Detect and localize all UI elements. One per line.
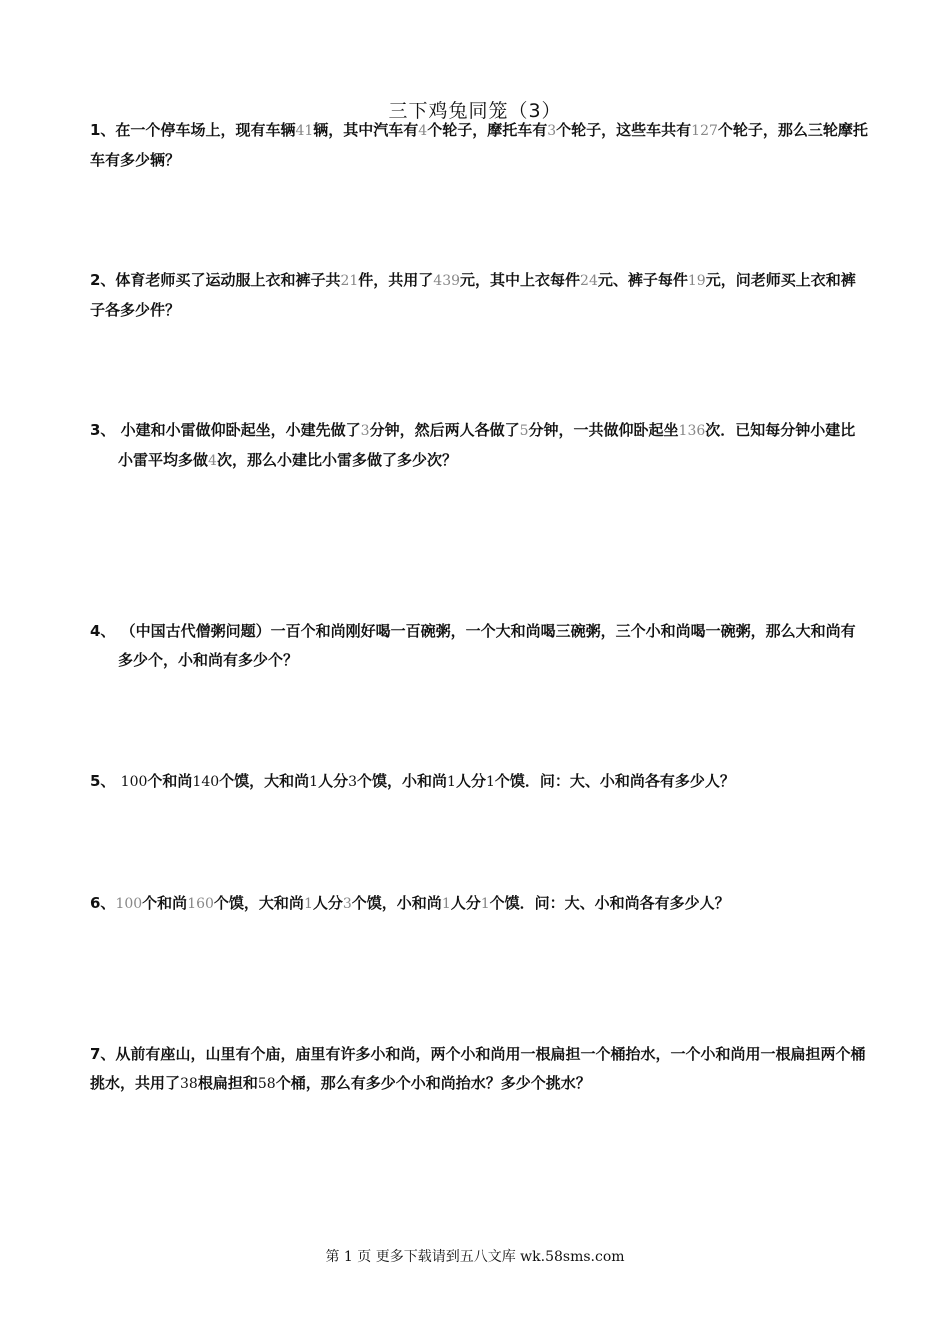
q5-text: 人分 bbox=[318, 772, 349, 790]
question-4 bbox=[90, 617, 870, 675]
q3-text: 次．已知每分钟小建比小雷平均多做 bbox=[118, 421, 856, 469]
q5-text: 个馍，大和尚 bbox=[219, 772, 310, 790]
q3-text: 分钟，一共做仰卧起坐 bbox=[528, 421, 679, 439]
question-7 bbox=[90, 1040, 870, 1099]
q2-text: 元、裤子每件 bbox=[597, 271, 688, 289]
q5-num: 100 bbox=[120, 774, 148, 790]
q4-text: 4、 （中国古代僧粥问题）一百个和尚刚好喝一百碗粥，一个大和尚喝三碗粥，三个小和尚喝一碗粥，那么大和尚有多少个，小和尚有多少个？ bbox=[90, 622, 856, 669]
q2-num: 19 bbox=[687, 273, 706, 289]
q1-num: 127 bbox=[691, 123, 718, 139]
q6-num: 1 bbox=[480, 896, 490, 912]
q1-text: 辆，其中汽车有 bbox=[313, 121, 419, 139]
q5-text: 个馍，小和尚 bbox=[357, 772, 448, 790]
q5-num: 3 bbox=[348, 774, 358, 790]
q6-num: 100 bbox=[115, 896, 143, 912]
q6-text: 个馍，大和尚 bbox=[213, 894, 304, 912]
q6-text: 人分 bbox=[450, 894, 481, 912]
q3-num: 3 bbox=[360, 423, 370, 439]
q6-text: 个馍，小和尚 bbox=[351, 894, 442, 912]
page-footer: 第 1 页 更多下载请到五八文库 wk.58sms.com bbox=[325, 1249, 625, 1265]
page-title: 三下鸡兔同笼（3） bbox=[388, 100, 562, 122]
q5-text: 个馍．问：大、小和尚各有多少人？ bbox=[494, 772, 735, 790]
q2-text: 元，问老师买上衣和裤子各多少件？ bbox=[90, 271, 856, 319]
q6-text: 个馍．问：大、小和尚各有多少人？ bbox=[489, 894, 730, 912]
q6-text: 人分 bbox=[312, 894, 343, 912]
q1-text: 个轮子，那么三轮摩托车有多少辆？ bbox=[90, 121, 868, 169]
q5-text: 人分 bbox=[455, 772, 486, 790]
q3-text: 3、 小建和小雷做仰卧起坐，小建先做了 bbox=[90, 421, 361, 439]
q2-text: 件，共用了 bbox=[358, 271, 434, 289]
q6-num: 3 bbox=[342, 896, 352, 912]
q7-text: 7、从前有座山，山里有个庙，庙里有许多小和尚，两个小和尚用一根扁担一个桶抬水，一个小和尚用一根扁担两个桶挑水，共用了 bbox=[90, 1045, 866, 1092]
q6-num: 1 bbox=[441, 896, 451, 912]
question-2 bbox=[90, 266, 870, 325]
q2-num: 24 bbox=[580, 273, 598, 289]
q5-num: 1 bbox=[309, 774, 319, 790]
q1-num: 41 bbox=[295, 123, 314, 139]
q1-text: 个轮子，摩托车有 bbox=[427, 121, 548, 139]
q1-text: 1、在一个停车场上，现有车辆 bbox=[90, 121, 296, 139]
q1-text: 个轮子，这些车共有 bbox=[556, 121, 692, 139]
q6-text: 个和尚 bbox=[142, 894, 188, 912]
q1-num: 4 bbox=[418, 123, 428, 139]
q7-text: 个桶，那么有多少个小和尚抬水？多少个挑水？ bbox=[275, 1074, 591, 1092]
q5-text: 个和尚 bbox=[147, 772, 193, 790]
q7-text: 根扁担和 bbox=[197, 1074, 258, 1092]
question-6 bbox=[90, 889, 870, 919]
q7-num: 38 bbox=[180, 1076, 198, 1092]
q6-num: 160 bbox=[187, 896, 214, 912]
q5-num: 1 bbox=[447, 774, 456, 790]
q2-text: 2、体育老师买了运动服上衣和裤子共 bbox=[90, 271, 341, 289]
q3-text: 次，那么小建比小雷多做了多少次？ bbox=[216, 451, 457, 469]
q3-num: 136 bbox=[678, 423, 706, 439]
q6-text: 6、 bbox=[90, 894, 116, 912]
question-5 bbox=[90, 767, 870, 797]
question-3 bbox=[90, 416, 870, 476]
q7-num: 58 bbox=[257, 1076, 276, 1092]
q5-text: 5、 bbox=[90, 772, 121, 790]
q3-num: 5 bbox=[519, 423, 529, 439]
q6-num: 1 bbox=[303, 896, 313, 912]
q3-text: 分钟，然后两人各做了 bbox=[369, 421, 520, 439]
question-1 bbox=[90, 116, 870, 175]
q1-num: 3 bbox=[547, 123, 557, 139]
q2-text: 元，其中上衣每件 bbox=[460, 271, 581, 289]
q2-num: 439 bbox=[433, 273, 461, 289]
q5-num: 1 bbox=[485, 774, 495, 790]
q3-num: 4 bbox=[208, 453, 217, 469]
q2-num: 21 bbox=[340, 273, 359, 289]
q5-num: 140 bbox=[192, 774, 220, 790]
